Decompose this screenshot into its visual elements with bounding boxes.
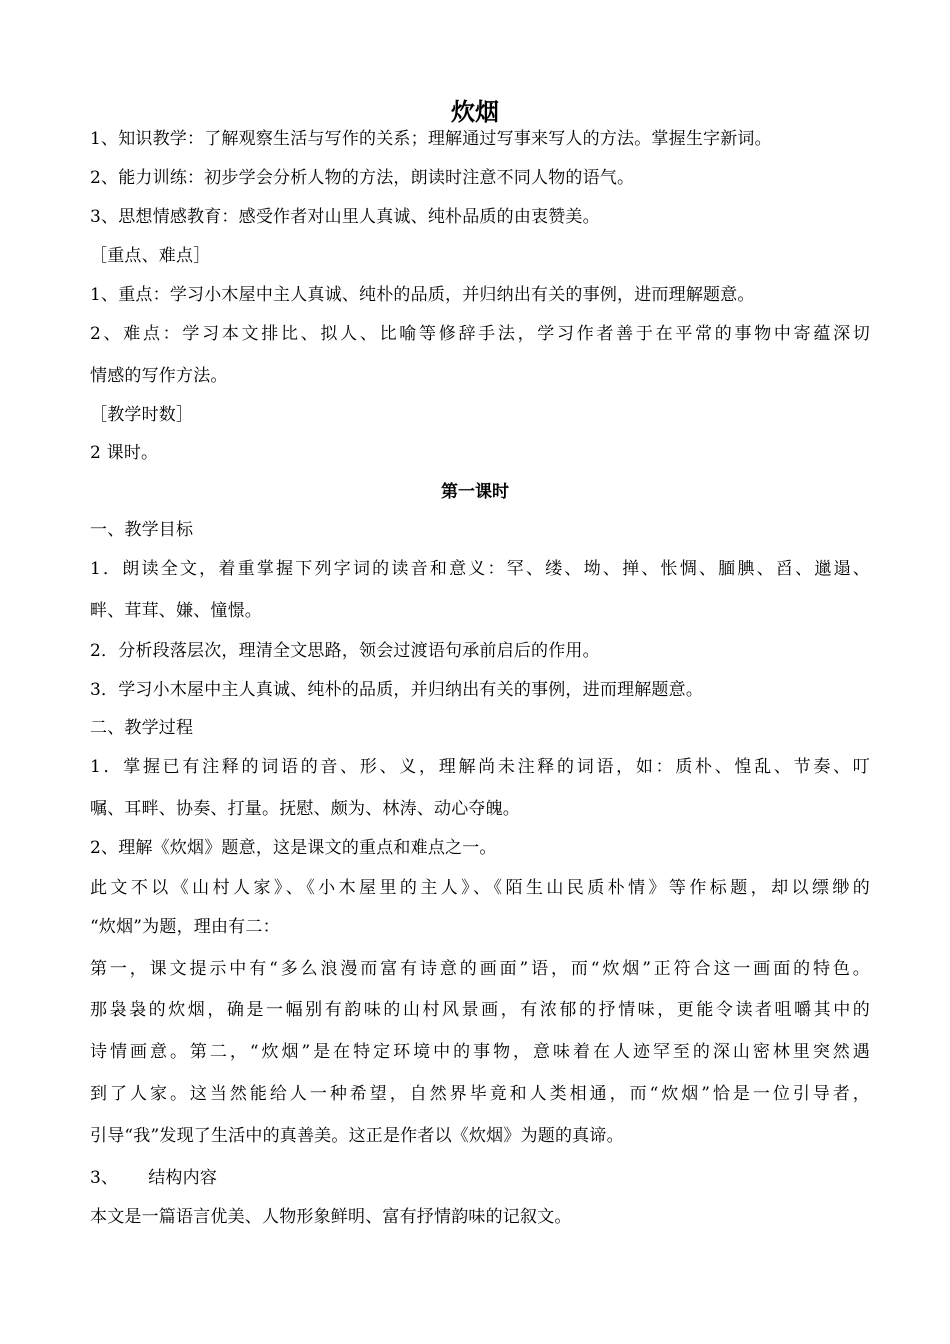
lesson-heading: 第一课时 [441,482,509,502]
goal-line: 3．学习小木屋中主人真诚、纯朴的品质，并归纳出有关的事例，进而理解题意。 [90,680,704,700]
goal-line: 1．朗读全文，着重掌握下列字词的读音和意义：罕、缕、坳、掸、怅惆、腼腆、舀、邋遢、 [90,559,870,579]
goal-line: 畔、茸茸、嫌、憧憬。 [90,601,262,621]
process-line: 引导“我”发现了生活中的真善美。这正是作者以《炊烟》为题的真谛。 [90,1126,624,1146]
key-points-heading: ［重点、难点］ [90,246,211,266]
process-line: “炊烟”为题，理由有二： [90,917,280,937]
objective-line: 1、知识教学：了解观察生活与写作的关系；理解通过写事来写人的方法。掌握生字新词。 [90,129,772,149]
process-heading: 二、教学过程 [90,718,194,738]
key-point-line: 2、难点：学习本文排比、拟人、比喻等修辞手法，学习作者善于在平常的事物中寄蕴深切 [90,324,870,344]
structure-number: 3、 [90,1168,119,1188]
goals-heading: 一、教学目标 [90,520,194,540]
process-line: 嘱、耳畔、协奏、打量。抚慰、颇为、林涛、动心夺魄。 [90,799,520,819]
key-point-line: 1、重点：学习小木屋中主人真诚、纯朴的品质，并归纳出有关的事例，进而理解题意。 [90,285,755,305]
teaching-hours-value: 2 课时。 [90,443,159,463]
process-line: 此文不以《山村人家》、《小木屋里的主人》、《陌生山民质朴情》等作标题，却以缥缈的 [90,878,870,898]
process-line: 诗情画意。第二，“炊烟”是在特定环境中的事物，意味着在人迹罕至的深山密林里突然遇 [90,1042,870,1062]
objective-line: 3、思想情感教育：感受作者对山里人真诚、纯朴品质的由衷赞美。 [90,207,600,227]
structure-label: 结构内容 [148,1168,218,1188]
process-line: 2、理解《炊烟》题意，这是课文的重点和难点之一。 [90,838,497,858]
key-point-line: 情感的写作方法。 [90,366,228,386]
process-line: 第一，课文提示中有“多么浪漫而富有诗意的画面”语，而“炊烟”正符合这一画面的特色。 [90,959,870,979]
structure-heading [90,1166,870,1190]
process-line: 到了人家。这当然能给人一种希望，自然界毕竟和人类相通，而“炊烟”恰是一位引导者， [90,1084,870,1104]
goal-line: 2．分析段落层次，理清全文思路，领会过渡语句承前启后的作用。 [90,641,600,661]
process-line: 那袅袅的炊烟，确是一幅别有韵味的山村风景画，有浓郁的抒情味，更能令读者咀嚼其中的 [90,1000,870,1020]
teaching-hours-heading: ［教学时数］ [90,405,194,425]
objective-line: 2、能力训练：初步学会分析人物的方法，朗读时注意不同人物的语气。 [90,168,635,188]
document-title: 炊烟 [451,98,499,126]
structure-line: 本文是一篇语言优美、人物形象鲜明、富有抒情韵味的记叙文。 [90,1207,572,1227]
process-line: 1．掌握已有注释的词语的音、形、义，理解尚未注释的词语，如：质朴、惶乱、节奏、叮 [90,757,870,777]
